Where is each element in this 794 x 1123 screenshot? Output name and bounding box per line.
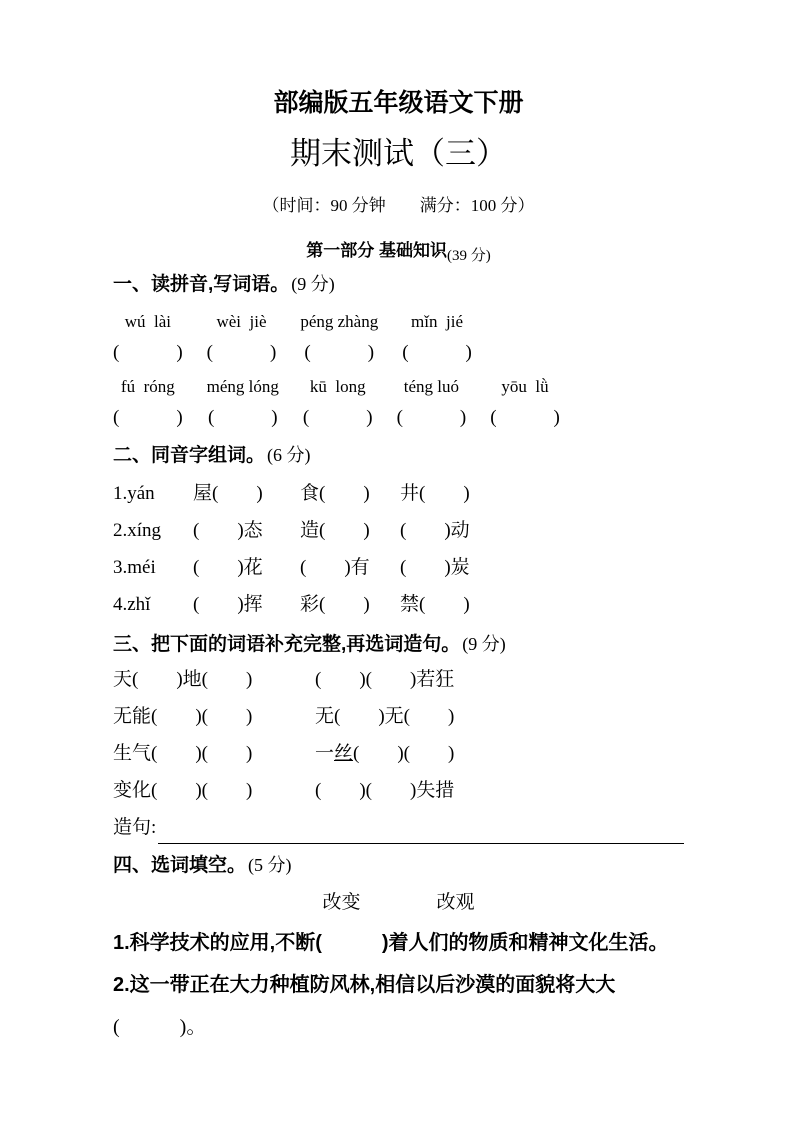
word-blank: 食( ) (300, 483, 370, 504)
answer-brackets: ( ) (206, 342, 277, 363)
word-option: 改变 (322, 892, 361, 913)
word-blank: ( )炭 (400, 557, 470, 578)
homophone-row (113, 512, 684, 549)
pinyin-text: fú róng (120, 377, 175, 396)
idiom-blank: ( )( )若狂 (315, 669, 455, 690)
pinyin-text: wú lài (124, 312, 171, 331)
answer-brackets: ( ) (113, 407, 183, 428)
pinyin-group (113, 306, 183, 369)
idiom-blank: ( )( )失措 (315, 780, 455, 801)
idiom-blank: 变化( )( ) (113, 780, 253, 801)
section1-heading-score: (9 分) (291, 274, 335, 294)
word-option: 改观 (436, 892, 475, 913)
idiom-blank: 生气( )( ) (113, 743, 253, 764)
word-blank: ( )态 (193, 520, 263, 541)
pinyin-group (207, 371, 279, 434)
section4-heading-score: (5 分) (248, 855, 292, 875)
pinyin-text: kū long (309, 377, 366, 396)
homophone-row (113, 586, 684, 623)
idiom-blank: 天( )地( ) (113, 669, 253, 690)
sentence-making-line (113, 811, 684, 844)
pinyin-group (300, 306, 378, 369)
answer-brackets: ( ) (304, 342, 375, 363)
fill-in-lines (113, 922, 684, 1048)
fill-in-sentence: 2.这一带正在大力种植防风林,相信以后沙漠的面貌将大大 (113, 974, 616, 996)
idiom-row (113, 735, 684, 772)
part-heading (113, 240, 684, 263)
pinyin-row-2 (113, 371, 684, 434)
pinyin-prefix: 1.yán (113, 483, 155, 504)
section3-heading-score: (9 分) (462, 634, 506, 654)
pinyin-group (113, 371, 183, 434)
word-blank: ( )挥 (193, 594, 263, 615)
part-heading-score: (39 分) (446, 248, 491, 264)
pinyin-text: mǐn jié (411, 312, 463, 331)
time-score-meta: （时间：90 分钟 满分：100 分） (262, 196, 535, 215)
answer-brackets: ( ) (396, 407, 467, 428)
pinyin-group (303, 371, 373, 434)
pinyin-prefix: 4.zhǐ (113, 594, 151, 615)
section3-heading-label: 三、把下面的词语补充完整,再选词造句。 (113, 634, 461, 655)
pinyin-text: péng zhàng (300, 312, 379, 331)
idiom-row (113, 661, 684, 698)
answer-brackets: ( ) (302, 407, 373, 428)
fill-in-sentence: 1.科学技术的应用,不断( )着人们的物质和精神文化生活。 (113, 932, 669, 954)
idiom-row (113, 698, 684, 735)
answer-brackets: ( ) (490, 407, 560, 428)
word-blank: 井( ) (400, 483, 470, 504)
idiom-blank: 无能( )( ) (113, 706, 253, 727)
section2-heading-score: (6 分) (267, 445, 311, 465)
pinyin-text: méng lóng (206, 377, 279, 396)
part-heading-label: 第一部分 基础知识 (306, 241, 447, 260)
pinyin-text: téng luó (403, 377, 460, 396)
answer-brackets: ( ) (402, 342, 472, 363)
homophone-row (113, 475, 684, 512)
pinyin-group (397, 371, 467, 434)
word-blank: ( )动 (400, 520, 470, 541)
word-blank: ( )有 (300, 557, 370, 578)
idiom-rows (113, 661, 684, 809)
sentence-blank-line (158, 815, 684, 844)
idiom-row (113, 772, 684, 809)
pinyin-text: wèi jiè (216, 312, 267, 331)
idiom-blank (315, 735, 684, 772)
homophone-row (113, 549, 684, 586)
doc-subtitle: 期末测试（三） (290, 136, 507, 171)
homophone-rows (113, 475, 684, 623)
pinyin-row-1 (113, 306, 684, 369)
pinyin-group (207, 306, 277, 369)
pinyin-group (402, 306, 472, 369)
section2-heading-label: 二、同音字组词。 (113, 445, 266, 466)
answer-brackets: ( ) (207, 407, 278, 428)
word-blank: ( )花 (193, 557, 263, 578)
word-blank: 禁( ) (400, 594, 470, 615)
pinyin-group (490, 371, 560, 434)
doc-title: 部编版五年级语文下册 (273, 89, 524, 117)
section2-heading (113, 443, 684, 468)
section1-heading (113, 272, 684, 297)
word-blank: 造( ) (300, 520, 370, 541)
section4-heading (113, 853, 684, 878)
word-options (113, 888, 684, 918)
section1-heading-label: 一、读拼音,写词语。 (113, 274, 290, 295)
pinyin-prefix: 2.xíng (113, 520, 162, 541)
fill-in-sentence-continuation: ( )。 (113, 1016, 207, 1038)
section3-heading (113, 632, 684, 657)
sentence-label: 造句: (113, 817, 157, 838)
pinyin-text: yōu lǜ (501, 377, 549, 396)
idiom-blank-part: ( )( ) (353, 743, 455, 764)
answer-brackets: ( ) (113, 342, 183, 363)
idiom-blank-part: 一 (315, 743, 335, 764)
idiom-blank: 无( )无( ) (315, 706, 455, 727)
idiom-blank-underlined-char: 丝 (334, 743, 354, 764)
word-blank: 屋( ) (193, 483, 263, 504)
pinyin-prefix: 3.méi (113, 557, 156, 578)
word-blank: 彩( ) (300, 594, 370, 615)
section4-heading-label: 四、选词填空。 (113, 855, 247, 876)
